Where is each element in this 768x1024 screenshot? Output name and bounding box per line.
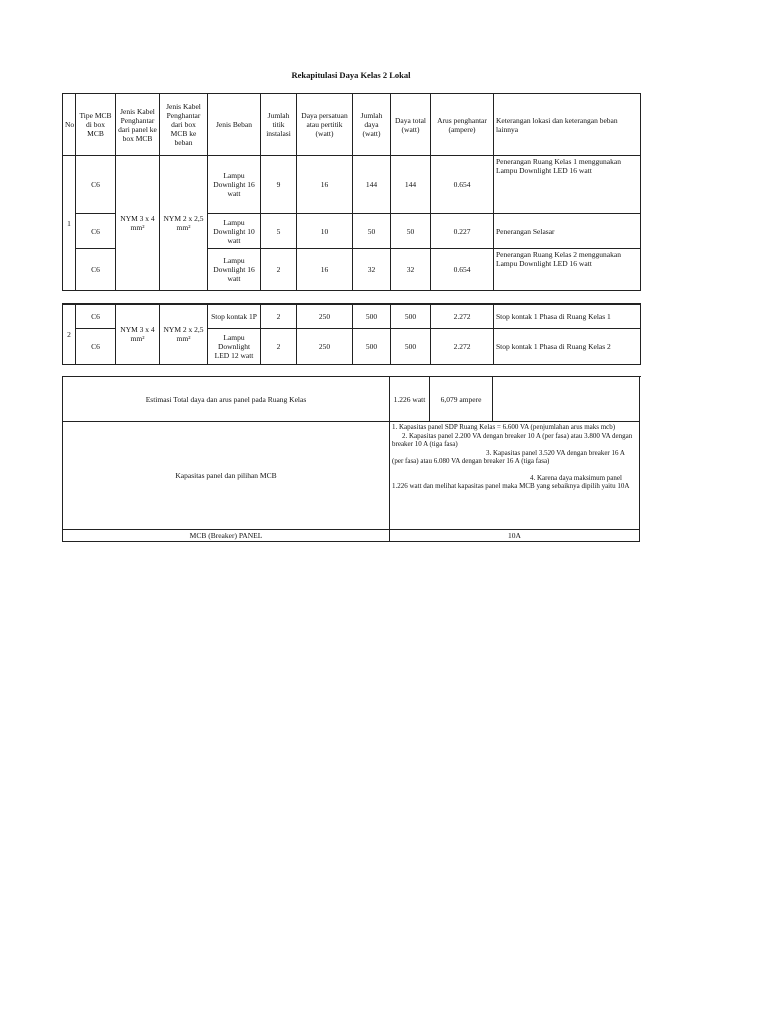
- beban-cell: Lampu Downlight 16 watt: [208, 249, 261, 291]
- jumlah-cell: 144: [353, 156, 391, 214]
- table-row: [63, 156, 641, 214]
- header-kabel-beban: Jenis Kabel Penghantar dari box MCB ke beban: [160, 94, 208, 156]
- kapasitas-notes: [390, 422, 640, 530]
- jumlah-cell: 500: [353, 328, 391, 364]
- group-number: 2: [63, 304, 76, 364]
- mcb-cell: C6: [76, 214, 116, 249]
- mcb-cell: C6: [76, 249, 116, 291]
- satuan-cell: 10: [297, 214, 353, 249]
- summary-table: [62, 376, 640, 542]
- titik-cell: 2: [261, 249, 297, 291]
- kapasitas-row: [63, 422, 640, 530]
- total-cell: 32: [391, 249, 431, 291]
- mcb-cell: C6: [76, 304, 116, 328]
- header-row: [63, 94, 641, 156]
- header-kabel-panel: Jenis Kabel Penghantar dari panel ke box MCB: [116, 94, 160, 156]
- kapasitas-note-1: 1. Kapasitas panel SDP Ruang Kelas = 6.600 VA (penjumlahan arus maks mcb): [392, 423, 616, 431]
- mcb-panel-value: 10A: [390, 530, 640, 542]
- group-number: 1: [63, 156, 76, 291]
- arus-cell: 0.654: [431, 156, 494, 214]
- beban-cell: Lampu Downlight 10 watt: [208, 214, 261, 249]
- kabel-panel-cell: NYM 3 x 4 mm²: [116, 156, 160, 291]
- mcb-cell: C6: [76, 156, 116, 214]
- estimasi-daya: 1.226 watt: [390, 377, 430, 422]
- total-cell: 500: [391, 304, 431, 328]
- jumlah-cell: 500: [353, 304, 391, 328]
- keterangan-cell: Penerangan Ruang Kelas 2 menggunakan Lampu Downlight LED 16 watt: [494, 249, 641, 291]
- keterangan-cell: Penerangan Selasar: [494, 214, 641, 249]
- header-arus: Arus penghantar (ampere): [431, 94, 494, 156]
- total-cell: 144: [391, 156, 431, 214]
- titik-cell: 2: [261, 328, 297, 364]
- header-tipe-mcb: Tipe MCB di box MCB: [76, 94, 116, 156]
- header-keterangan: Keterangan lokasi dan keterangan beban lainnya: [494, 94, 641, 156]
- kabel-beban-cell: NYM 2 x 2,5 mm²: [160, 156, 208, 291]
- arus-cell: 2.272: [431, 328, 494, 364]
- keterangan-cell: Penerangan Ruang Kelas 1 menggunakan Lampu Downlight LED 16 watt: [494, 156, 641, 214]
- satuan-cell: 250: [297, 328, 353, 364]
- mcb-cell: C6: [76, 328, 116, 364]
- satuan-cell: 250: [297, 304, 353, 328]
- beban-cell: Lampu Downlight LED 12 watt: [208, 328, 261, 364]
- titik-cell: 9: [261, 156, 297, 214]
- arus-cell: 2.272: [431, 304, 494, 328]
- jumlah-cell: 32: [353, 249, 391, 291]
- header-jenis-beban: Jenis Beban: [208, 94, 261, 156]
- estimasi-row: [63, 377, 640, 422]
- titik-cell: 5: [261, 214, 297, 249]
- kapasitas-note-2: 2. Kapasitas panel 2.200 VA dengan breaker 10 A (per fasa) atau 3.800 VA dengan breaker 10 A (tiga fasa): [392, 431, 633, 448]
- arus-cell: 0.654: [431, 249, 494, 291]
- mcb-panel-row: [63, 530, 640, 542]
- mcb-panel-label: MCB (Breaker) PANEL: [63, 530, 390, 542]
- spacer-row: [63, 364, 641, 376]
- page-title: Rekapitulasi Daya Kelas 2 Lokal: [291, 70, 411, 80]
- satuan-cell: 16: [297, 249, 353, 291]
- keterangan-cell: Stop kontak 1 Phasa di Ruang Kelas 1: [494, 304, 641, 328]
- beban-cell: Stop kontak 1P: [208, 304, 261, 328]
- kabel-panel-cell: NYM 3 x 4 mm²: [116, 304, 160, 364]
- kapasitas-note-3: 3. Kapasitas panel 3.520 VA dengan breaker 16 A (per fasa) atau 6.080 VA dengan breaker 16 A (tiga fasa): [392, 448, 625, 465]
- keterangan-cell: Stop kontak 1 Phasa di Ruang Kelas 2: [494, 328, 641, 364]
- estimasi-empty: [493, 377, 640, 422]
- total-cell: 500: [391, 328, 431, 364]
- rekap-table-group-1: [62, 93, 641, 291]
- beban-cell: Lampu Downlight 16 watt: [208, 156, 261, 214]
- table-row: [63, 304, 641, 328]
- header-no: No: [63, 94, 76, 156]
- arus-cell: 0.227: [431, 214, 494, 249]
- kapasitas-label: Kapasitas panel dan pilihan MCB: [63, 422, 390, 530]
- header-daya-satuan: Daya persatuan atau pertitik (watt): [297, 94, 353, 156]
- estimasi-arus: 6,079 ampere: [430, 377, 493, 422]
- titik-cell: 2: [261, 304, 297, 328]
- satuan-cell: 16: [297, 156, 353, 214]
- total-cell: 50: [391, 214, 431, 249]
- estimasi-label: Estimasi Total daya dan arus panel pada Ruang Kelas: [63, 377, 390, 422]
- header-jumlah-daya: Jumlah daya (watt): [353, 94, 391, 156]
- header-daya-total: Daya total (watt): [391, 94, 431, 156]
- jumlah-cell: 50: [353, 214, 391, 249]
- kapasitas-note-4: 4. Karena daya maksimum panel 1.226 watt dan melihat kapasitas panel maka MCB yang sebaiknya dipilih yaitu 10A: [392, 473, 630, 490]
- rekap-table-group-2: [62, 303, 641, 377]
- header-jumlah-titik: Jumlah titik instalasi: [261, 94, 297, 156]
- spacer-cell: [63, 364, 641, 376]
- kabel-beban-cell: NYM 2 x 2,5 mm²: [160, 304, 208, 364]
